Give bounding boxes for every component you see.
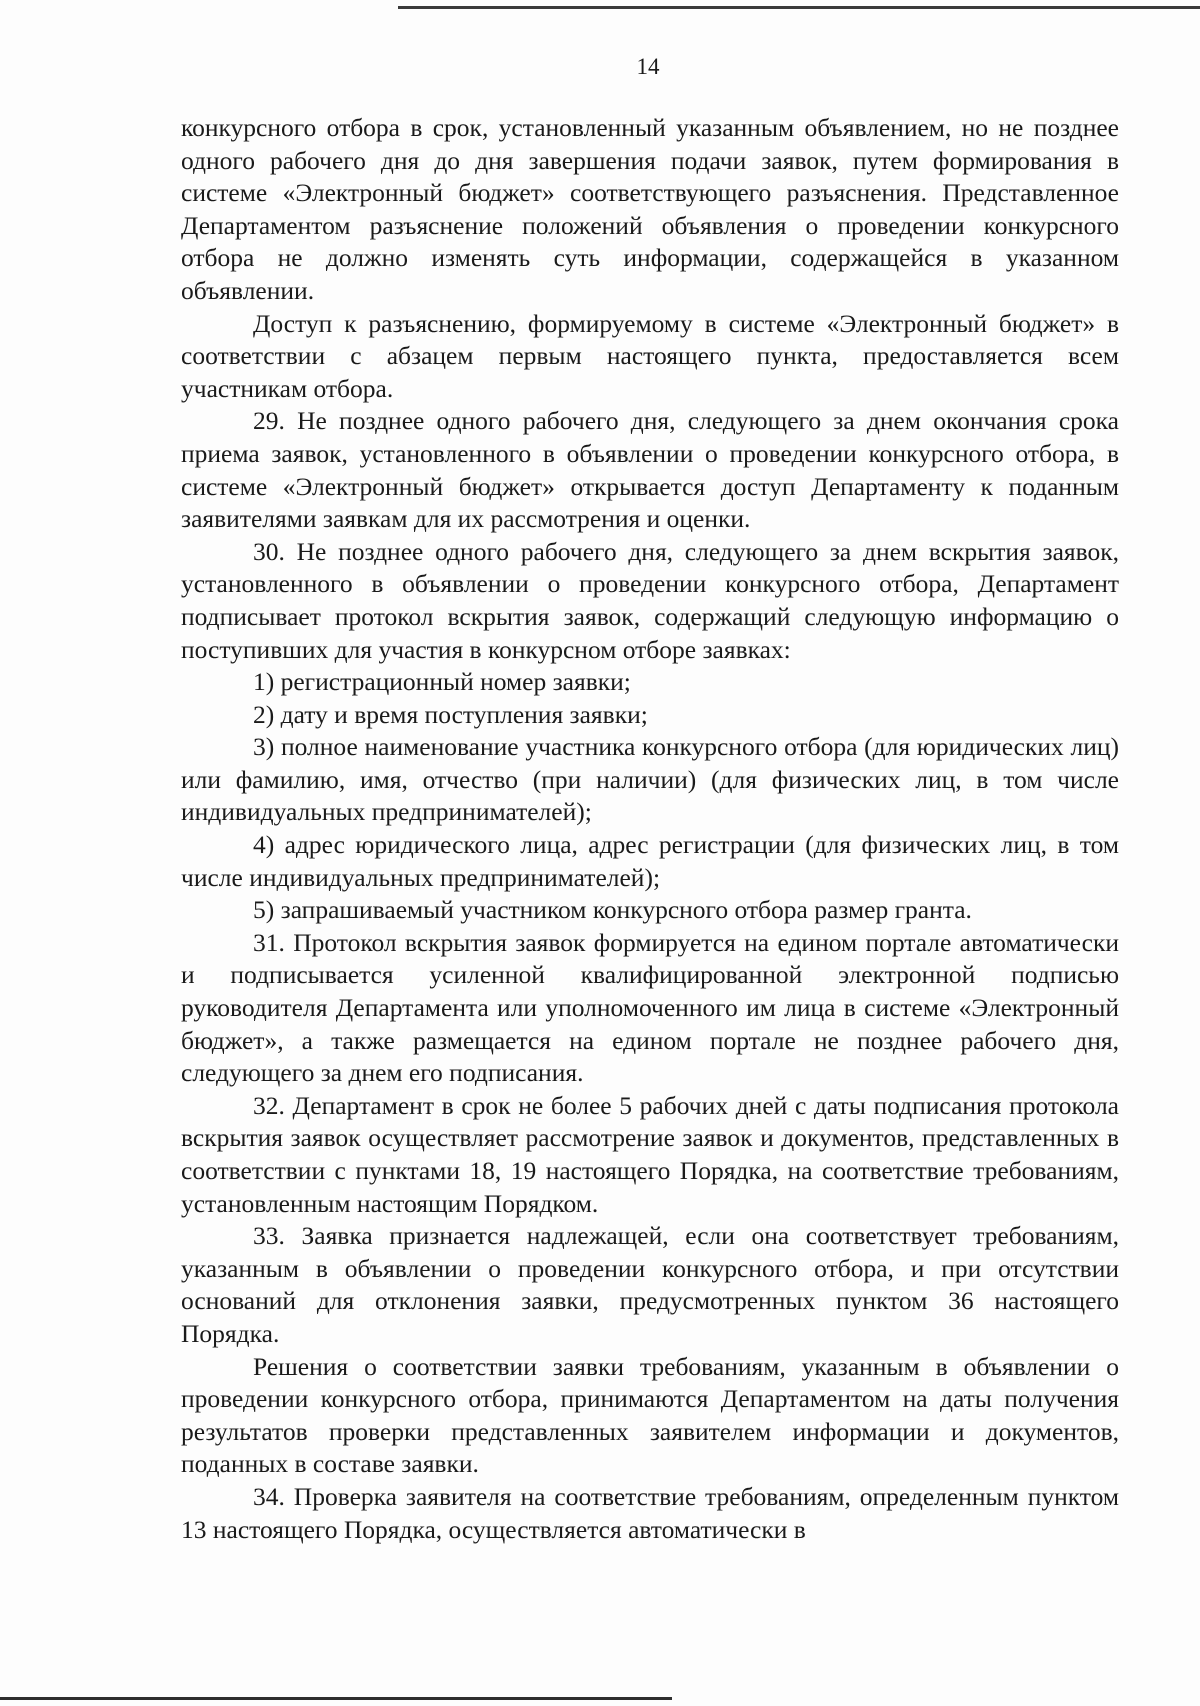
paragraph-31: 31. Протокол вскрытия заявок формируется на едином портале автоматически и подписывается усиленной квалифицированной электронной подписью руководителя Департамента или уполномоченного им лица в системе «Электронный бюджет», а также размещается на едином портале не позднее рабочего дня, следующего за днем его подписания. (181, 927, 1119, 1088)
paragraph-29: 29. Не позднее одного рабочего дня, следующего за днем окончания срока приема заявок, установленного в объявлении о проведении конкурсного отбора, в системе «Электронный бюджет» открывается доступ Департаменту к поданным заявителями заявкам для их рассмотрения и оценки. (181, 406, 1119, 534)
paragraph-access-clarification: Доступ к разъяснению, формируемому в системе «Электронный бюджет» в соответствии с абзацем первым настоящего пункта, предоставляется всем участникам отбора. (181, 308, 1119, 403)
list-item-1: 1) регистрационный номер заявки; (253, 667, 631, 697)
list-item-3: 3) полное наименование участника конкурсного отбора (для юридических лиц) или фамилию, имя, отчество (при наличии) (для физических лиц, в том числе индивидуальных предпринимателей); (181, 732, 1119, 827)
paragraph-32: 32. Департамент в срок не более 5 рабочих дней с даты подписания протокола вскрытия заявок осуществляет рассмотрение заявок и документов, представленных в соответствии с пунктами 18, 19 настоящего Порядка, на соответствие требованиям, установленным настоящим Порядком. (181, 1090, 1119, 1218)
paragraph-continuation: конкурсного отбора в срок, установленный указанным объявлением, но не позднее одного рабочего дня до дня завершения подачи заявок, путем формирования в системе «Электронный бюджет» соответствующего разъяснения. Представленное Департаментом разъяснение положений объявления о проведении конкурсного отбора не должно изменять суть информации, содержащейся в указанном объявлении. (181, 113, 1119, 305)
paragraph-33: 33. Заявка признается надлежащей, если она соответствует требованиям, указанным в объявлении о проведении конкурсного отбора, и при отсутствии оснований для отклонения заявки, предусмотренных пунктом 36 настоящего Порядка. (181, 1221, 1119, 1348)
list-item-5: 5) запрашиваемый участником конкурсного отбора размер гранта. (253, 895, 972, 925)
list-item-2: 2) дату и время поступления заявки; (253, 699, 648, 729)
bottom-border-line (0, 1697, 672, 1700)
paragraph-decisions: Решения о соответствии заявки требованиям, указанным в объявлении о проведении конкурсного отбора, принимаются Департаментом на даты получения результатов проверки представленных заявителем информации и документов, поданных в составе заявки. (181, 1351, 1119, 1479)
list-item-4: 4) адрес юридического лица, адрес регистрации (для физических лиц, в том числе индивидуальных предпринимателей); (181, 830, 1119, 892)
paragraph-30: 30. Не позднее одного рабочего дня, следующего за днем вскрытия заявок, установленного в объявлении о проведении конкурсного отбора, Департамент подписывает протокол вскрытия заявок, содержащий следующую информацию о поступивших для участия в конкурсном отборе заявках: (181, 536, 1119, 664)
page-number: 14 (636, 54, 660, 79)
document-body (181, 112, 1119, 1546)
paragraph-34: 34. Проверка заявителя на соответствие требованиям, определенным пунктом 13 настоящего Порядка, осуществляется автоматически в (181, 1481, 1119, 1544)
top-border-line (398, 6, 1200, 9)
